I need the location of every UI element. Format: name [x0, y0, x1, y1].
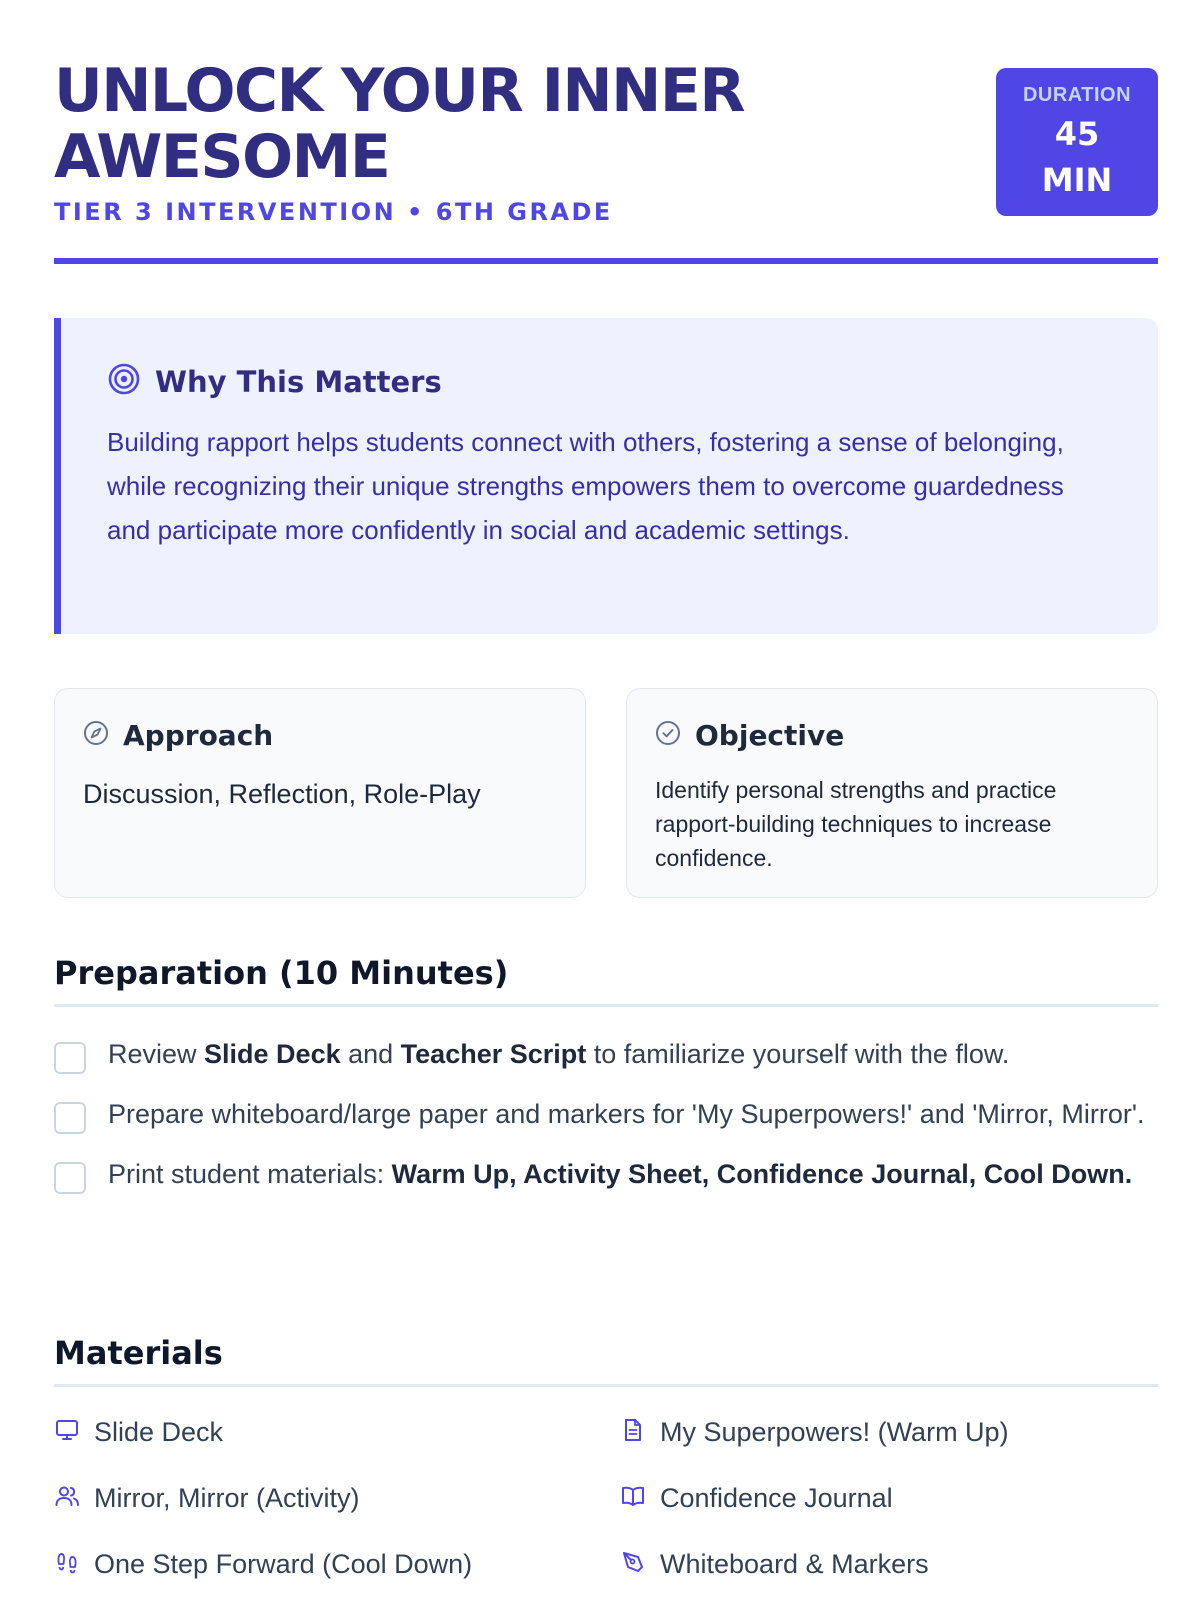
checklist-item [54, 1094, 1158, 1134]
why-header [107, 362, 442, 401]
text-segment: Review [108, 1039, 205, 1069]
approach-header [83, 719, 273, 752]
objective-body: Identify personal strengths and practice rapport-building techniques to increase confidence. [655, 777, 1057, 871]
checklist-item-text: Prepare whiteboard/large paper and markers for 'My Superpowers!' and 'Mirror, Mirror'. [108, 1099, 1145, 1129]
document-icon [620, 1417, 660, 1448]
page-title: UNLOCK YOUR INNER AWESOME [54, 56, 745, 192]
monitor-icon [54, 1417, 94, 1448]
lesson-subtitle: TIER 3 INTERVENTION • 6TH GRADE [54, 198, 613, 226]
materials-list [54, 1412, 1158, 1584]
checklist-item [54, 1034, 1158, 1074]
objective-header [655, 719, 844, 752]
duration-label: DURATION [1022, 84, 1132, 106]
lesson-plan-page [54, 0, 1158, 1600]
checkbox[interactable] [54, 1102, 86, 1134]
objective-card [626, 688, 1158, 898]
materials-heading: Materials [54, 1334, 1158, 1387]
checklist-item-text [108, 1154, 1148, 1194]
why-body: Building rapport helps students connect with others, fostering a sense of belonging, while recognizing their unique strengths empowers them to overcome guardedness and participate more confidently in social and academic settings. [107, 427, 1064, 545]
checklist-item-text [108, 1034, 1148, 1074]
material-label: One Step Forward (Cool Down) [94, 1548, 473, 1579]
duration-badge [996, 68, 1158, 216]
bold-text: Warm Up, Activity Sheet, Confidence Journal, Cool Down. [391, 1159, 1133, 1189]
approach-card [54, 688, 586, 898]
duration-value: 45 [1054, 115, 1100, 153]
why-title: Why This Matters [155, 364, 442, 399]
material-item [620, 1478, 1158, 1518]
material-label: Confidence Journal [660, 1482, 893, 1513]
checkbox[interactable] [54, 1162, 86, 1194]
target-icon [107, 362, 155, 401]
why-this-matters-panel [54, 318, 1158, 634]
material-item [620, 1544, 1158, 1584]
approach-title: Approach [123, 719, 274, 752]
users-icon [54, 1483, 94, 1514]
open-book-icon [620, 1483, 660, 1514]
material-label: Slide Deck [94, 1416, 224, 1447]
approach-body: Discussion, Reflection, Role-Play [83, 779, 481, 809]
material-label: Whiteboard & Markers [660, 1548, 929, 1579]
preparation-checklist [54, 1034, 1158, 1214]
material-item [54, 1412, 620, 1452]
check-circle-icon [655, 720, 695, 751]
bold-text: Teacher Script [400, 1039, 587, 1069]
material-label: My Superpowers! (Warm Up) [660, 1416, 1009, 1447]
material-label: Mirror, Mirror (Activity) [94, 1482, 360, 1513]
text-segment: Print student materials: [108, 1159, 392, 1189]
checkbox[interactable] [54, 1042, 86, 1074]
bold-text: Slide Deck [204, 1039, 341, 1069]
text-segment: to familiarize yourself with the flow. [586, 1039, 1010, 1069]
compass-icon [83, 720, 123, 751]
material-item [54, 1478, 620, 1518]
objective-title: Objective [695, 719, 845, 752]
footprints-icon [54, 1549, 94, 1580]
preparation-heading: Preparation (10 Minutes) [54, 954, 1158, 1007]
lesson-header [54, 58, 1158, 264]
duration-unit: MIN [1041, 161, 1113, 199]
checklist-item [54, 1154, 1158, 1194]
pen-tool-icon [620, 1549, 660, 1580]
text-segment: and [340, 1039, 401, 1069]
material-item [54, 1544, 620, 1584]
material-item [620, 1412, 1158, 1452]
